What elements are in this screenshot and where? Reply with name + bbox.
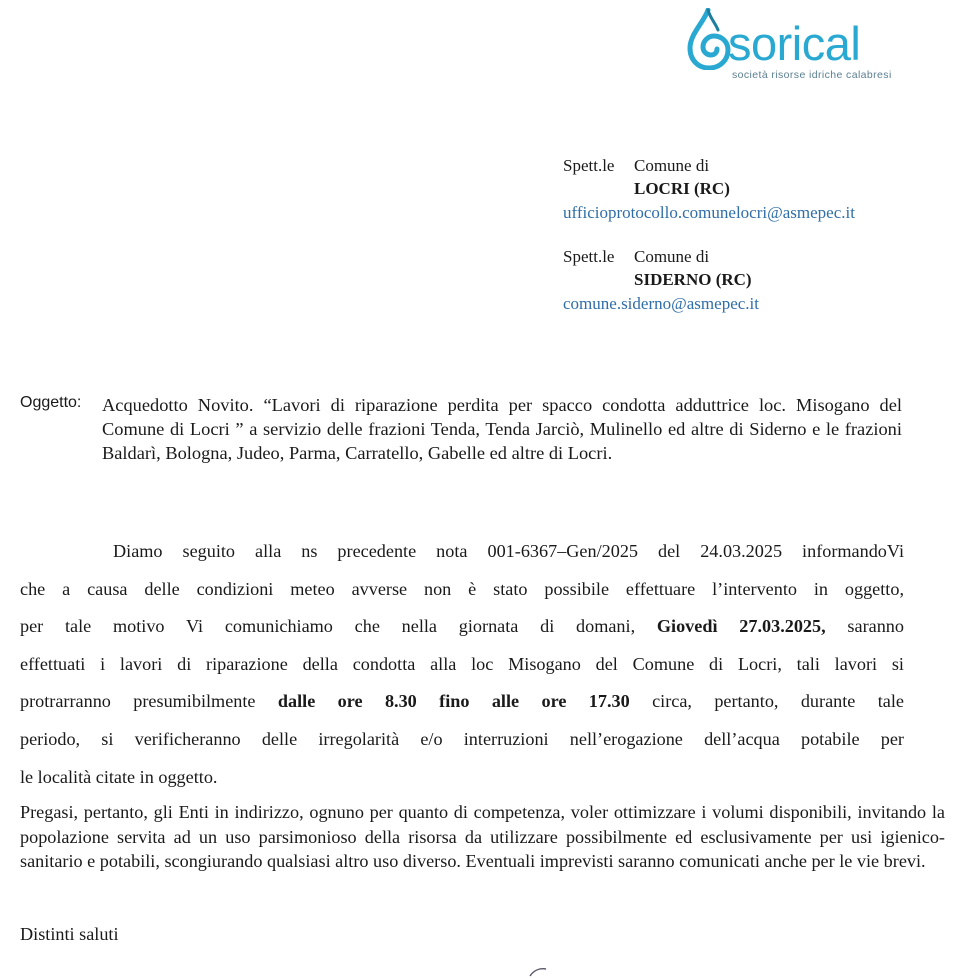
recipient-siderno — [563, 246, 759, 315]
recipient-line: Comune di — [634, 156, 710, 175]
recipient-email: ufficioprotocollo.comunelocri@asmepec.it — [563, 203, 855, 222]
body-line: che a causa delle condizioni meteo avverse non è stato possibile effettuare l’intervento in oggetto, — [20, 578, 904, 599]
subject-label: Oggetto: — [20, 394, 82, 411]
recipient-locri — [563, 155, 855, 224]
recipient-email: comune.siderno@asmepec.it — [563, 294, 759, 313]
closing: Distinti saluti — [20, 924, 119, 944]
salutation: Spett.le — [563, 156, 615, 175]
body-paragraph-2: Pregasi, pertanto, gli Enti in indirizzo, ognuno per quanto di competenza, voler ottimizzare i volumi disponibili, invitando la popolazione servita ad un uso parsimonioso della risorsa da utilizzare possibilmente ed esclusivamente per usi igienico-sanitario e potabili, scongiurando qualsiasi altro uso diverso. Eventuali imprevisti saranno comunicati anche per le vie brevi. — [20, 802, 945, 871]
body-line: Diamo seguito alla ns precedente nota 001-6367–Gen/2025 del 24.03.2025 informandoVi — [113, 541, 904, 561]
date-highlight: Giovedì 27.03.2025, — [656, 616, 826, 637]
water-drop-icon — [682, 8, 734, 70]
body-line: periodo, si verificheranno delle irregolarità e/o interruzioni nell’erogazione dell’acqua potabile per — [20, 728, 904, 749]
salutation: Spett.le — [563, 247, 615, 266]
time-highlight: dalle ore 8.30 fino alle ore 17.30 — [277, 691, 630, 712]
signature-mark — [512, 958, 572, 978]
body-line: protrarranno presumibilmente dalle ore 8.30 fino alle ore 17.30 circa, pertanto, durante tale — [20, 691, 904, 712]
recipient-line: Comune di — [634, 247, 710, 266]
subject-text: Acquedotto Novito. “Lavori di riparazione perdita per spacco condotta adduttrice loc. Misogano del Comune di Locri ” a servizio delle frazioni Tenda, Tenda Jarciò, Mulinello ed altre di Siderno e le frazioni Baldarì, Bologna, Judeo, Parma, Carratello, Gabelle ed altre di Locri. — [102, 395, 902, 463]
body-line: effettuati i lavori di riparazione della condotta alla loc Misogano del Comune di Locri, tali lavori si — [20, 653, 904, 674]
body-paragraph-1 — [20, 533, 904, 796]
logo-tagline: società risorse idriche calabresi — [732, 69, 892, 81]
body-line: le località citate in oggetto. — [20, 766, 218, 787]
recipient-city: SIDERNO (RC) — [634, 270, 752, 289]
sorical-logo — [682, 8, 912, 88]
logo-brand: sorical — [728, 17, 861, 70]
body-line: per tale motivo Vi comunichiamo che nella giornata di domani, Giovedì 27.03.2025, saranno — [20, 616, 904, 637]
recipient-city: LOCRI (RC) — [634, 179, 730, 198]
